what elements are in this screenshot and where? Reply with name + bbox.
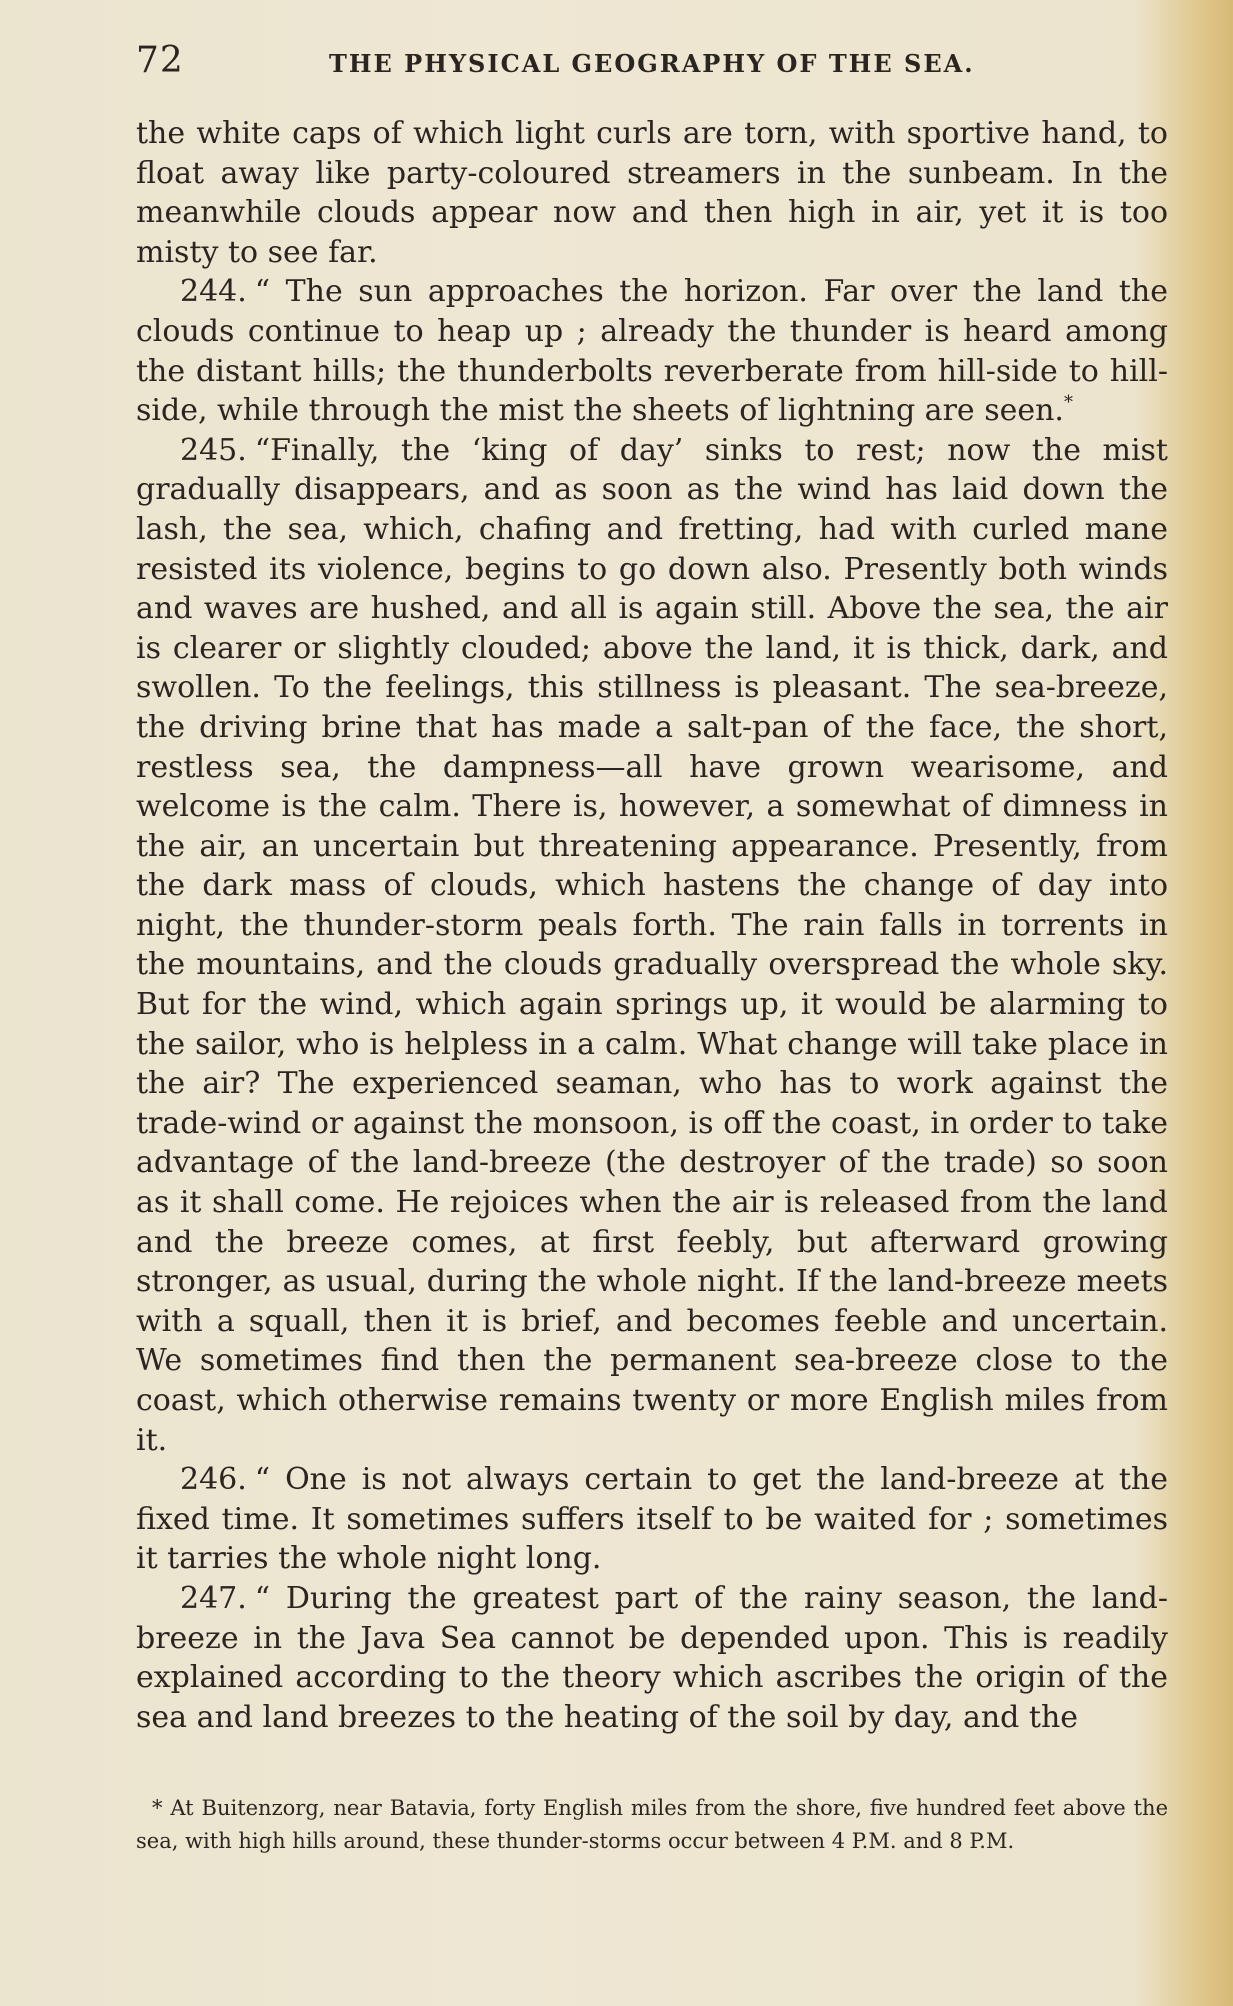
paragraph-246 <box>136 1460 1168 1579</box>
footnote-reference: * <box>1063 392 1073 414</box>
paragraph-text: “ One is not always certain to get the land-breeze at the fixed time. It sometimes suffers itself to be waited for ; sometimes it tarries the whole night long. <box>136 1462 1168 1577</box>
running-head <box>136 40 996 80</box>
paragraph-number: 247. <box>180 1580 247 1616</box>
footnote: * At Buitenzorg, near Batavia, forty English miles from the shore, five hundred feet above the sea, with high hills around, these thunder-storms occur between 4 P.M. and 8 P.M. <box>136 1796 1168 1853</box>
paragraph-text: “Finally, the ‘king of day’ sinks to rest; now the mist gradually disappears, and as soon as the wind has laid down the lash, the sea, which, chafing and fretting, had with curled mane resisted its violence, begins to go down also. Presently both winds and waves are hushed, and all is again still. Above the sea, the air is clearer or slightly clouded; above the land, it is thick, dark, and swollen. To the feelings, this stillness is pleasant. The sea-breeze, the driving brine that has made a salt-pan of the face, the short, restless sea, the dampness—all have grown wearisome, and welcome is the calm. There is, however, a somewhat of dimness in the air, an uncertain but threatening appearance. Presently, from the dark mass of clouds, which hastens the change of day into night, the thunder-storm peals forth. The rain falls in torrents in the mountains, and the clouds gradually overspread the whole sky. But for the wind, which again springs up, it would be alarming to the sailor, who is helpless in a calm. What change will take place in the air? The experienced seaman, who has to work against the trade-wind or against the monsoon, is off the coast, in order to take advantage of the land-breeze (the destroyer of the trade) so soon as it shall come. He rejoices when the air is released from the land and the breeze comes, at first feebly, but afterward growing stronger, as usual, during the whole night. If the land-breeze meets with a squall, then it is brief, and becomes feeble and uncertain. We sometimes find then the permanent sea-breeze close to the coast, which otherwise remains twenty or more English miles from it. <box>136 432 1168 1458</box>
paragraph-245 <box>136 431 1168 1460</box>
page-number: 72 <box>136 40 184 81</box>
paragraph-continuation: the white caps of which light curls are torn, with sportive hand, to float away like party-coloured streamers in the sunbeam. In the meanwhile clouds appear now and then high in air, yet it is too misty to see far. <box>136 116 1168 270</box>
running-title: THE PHYSICAL GEOGRAPHY OF THE SEA. <box>329 49 975 78</box>
paragraph-number: 245. <box>180 432 247 468</box>
paragraph-number: 244. <box>180 274 247 310</box>
paragraph-number: 246. <box>180 1462 247 1498</box>
body-text <box>136 114 1168 1737</box>
paragraph-text: “ During the greatest part of the rainy season, the land-breeze in the Java Sea cannot be depended upon. This is readily explained according to the theory which ascribes the origin of the sea and land breezes to the heating of the soil by day, and the <box>136 1580 1168 1735</box>
paragraph-247 <box>136 1579 1168 1737</box>
paragraph-text: “ The sun approaches the horizon. Far over the land the clouds continue to heap up ; already the thunder is heard among the distant hills; the thunderbolts reverberate from hill-side to hill-side, while through the mist the sheets of lightning are seen. <box>136 274 1168 429</box>
paragraph-244 <box>136 272 1168 430</box>
